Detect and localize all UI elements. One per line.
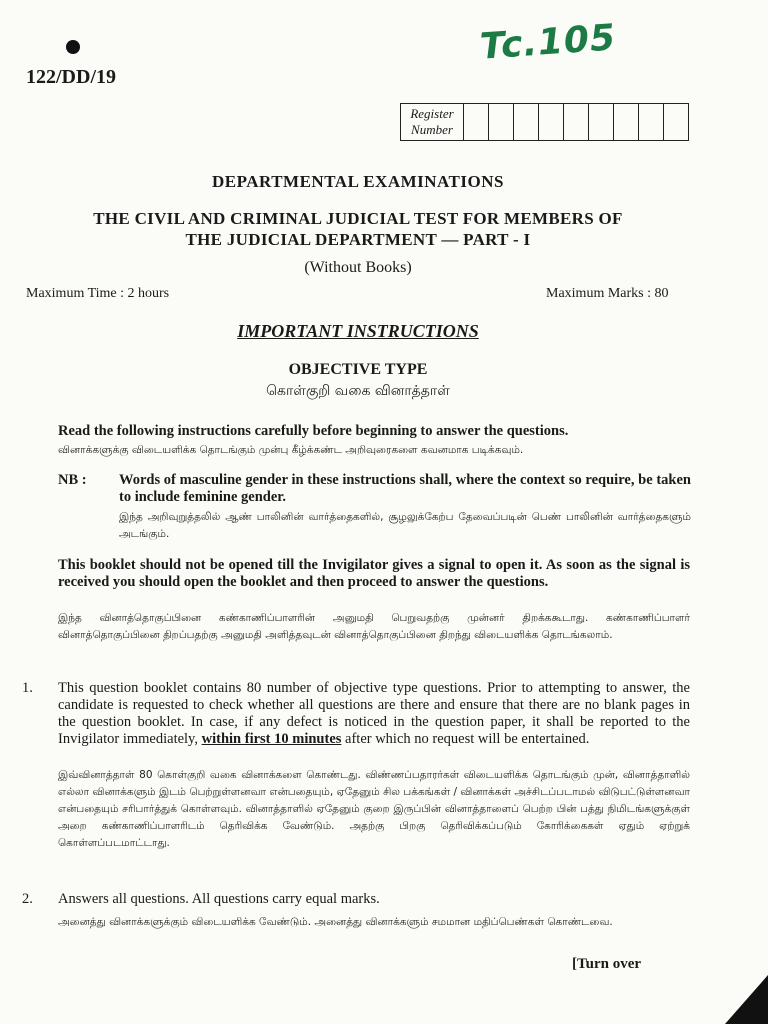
register-cell[interactable] [514, 104, 539, 140]
item-1-text: This question booklet contains 80 number of objective type questions. Prior to attempting to answer, the candidate is requested to check whether all questions are there and ensure that there are no blank pages in the question booklet. In case, if any defect is noticed in the question paper, it shall be reported to the Invigilator immediately, within first 10 minutes after which no request will be entertained. [58, 680, 690, 747]
register-cell[interactable] [639, 104, 664, 140]
handwritten-annotation: Tc.105 [478, 17, 618, 68]
register-number-box [400, 103, 689, 141]
nb-label: NB : [58, 472, 87, 488]
item-2-number: 2. [22, 891, 33, 907]
register-cell[interactable] [614, 104, 639, 140]
booklet-instruction: This booklet should not be opened till the Invigilator gives a signal to open it. As soon as the signal is received you should open the booklet and then proceed to answer the questions. [58, 557, 690, 590]
register-cell[interactable] [489, 104, 514, 140]
nb-text: Words of masculine gender in these instructions shall, where the context so require, be taken to include feminine gender. [119, 472, 691, 505]
register-cell[interactable] [539, 104, 564, 140]
page-corner-mark [725, 975, 768, 1024]
item-2-tamil: அனைத்து வினாக்களுக்கும் விடையளிக்க வேண்டும். அனைத்து வினாக்களும் சமமான மதிப்பெண்கள் கொண்டவை. [58, 916, 613, 928]
without-books: (Without Books) [304, 259, 412, 276]
register-cell[interactable] [564, 104, 589, 140]
register-cell[interactable] [464, 104, 489, 140]
bullet-mark [66, 40, 80, 54]
dept-heading: DEPARTMENTAL EXAMINATIONS [212, 172, 504, 191]
time-limit-emphasis: within first 10 minutes [201, 731, 342, 747]
register-number-label: Register Number [401, 104, 464, 140]
register-cell[interactable] [589, 104, 614, 140]
instructions-heading: IMPORTANT INSTRUCTIONS [237, 321, 479, 341]
register-cell[interactable] [664, 104, 688, 140]
nb-text-tamil: இந்த அறிவுறுத்தலில் ஆண் பாலினின் வார்த்தைகளில், சூழலுக்கேற்ப தேவைப்படின் பெண் பாலினின் வார்த்தைகளும் அடங்கும். [119, 511, 691, 540]
item-1-tamil: இவ்வினாத்தாள் 80 கொள்குறி வகை வினாக்களை கொண்டது. விண்ணப்பதாரர்கள் விடையளிக்க தொடங்கும் முன், வினாத்தாளில் எல்லா வினாக்களும் இடம் பெற்றுள்ளனவா என்பதையும், ஏதேனும் சில பக்கங்கள் / வினாக்கள் அச்சிடப்படாமல் விடுபட்டுள்ளனவா என்பதையும் சரிபார்த்துக் கொள்ளவும். வினாத்தாளில் ஏதேனும் குறை இருப்பின் வினாத்தாளைப் பெற்ற பின் பத்து நிமிடங்களுக்குள் அறை கண்காணிப்பாளரிடம் தெரிவிக்க வேண்டும். அதற்கு பிறகு தெரிவிக்கப்படும் கோரிக்கைகள் ஏதும் ஏற்றுக் கொள்ளப்படமாட்டாது. [58, 769, 690, 849]
test-title: THE CIVIL AND CRIMINAL JUDICIAL TEST FOR MEMBERS OF THE JUDICIAL DEPARTMENT — PART - I [93, 209, 623, 249]
turn-over: [Turn over [572, 956, 642, 972]
booklet-instruction-tamil: இந்த வினாத்தொகுப்பினை கண்காணிப்பாளரின் அனுமதி பெறுவதற்கு முன்னர் திறக்ககூடாது. கண்காணிப்பாளர் வினாத்தொகுப்பினை திறப்பதற்கு அனுமதி அளித்தவுடன் வினாத்தொகுப்பினை திறந்து விடையளிக்க தொடங்கலாம். [58, 612, 690, 641]
read-instruction-tamil: வினாக்களுக்கு விடையளிக்க தொடங்கும் முன்பு கீழ்க்கண்ட அறிவுரைகளை கவனமாக படிக்கவும். [58, 444, 524, 456]
max-time: Maximum Time : 2 hours [26, 286, 170, 301]
max-marks: Maximum Marks : 80 [546, 286, 669, 301]
item-2-text: Answers all questions. All questions carry equal marks. [58, 891, 380, 907]
objective-type: OBJECTIVE TYPE [288, 361, 428, 378]
read-instruction: Read the following instructions carefully before beginning to answer the questions. [58, 423, 569, 439]
paper-code: 122/DD/19 [26, 66, 116, 88]
objective-type-tamil: கொள்குறி வகை வினாத்தாள் [266, 383, 450, 399]
item-1-number: 1. [22, 680, 33, 696]
